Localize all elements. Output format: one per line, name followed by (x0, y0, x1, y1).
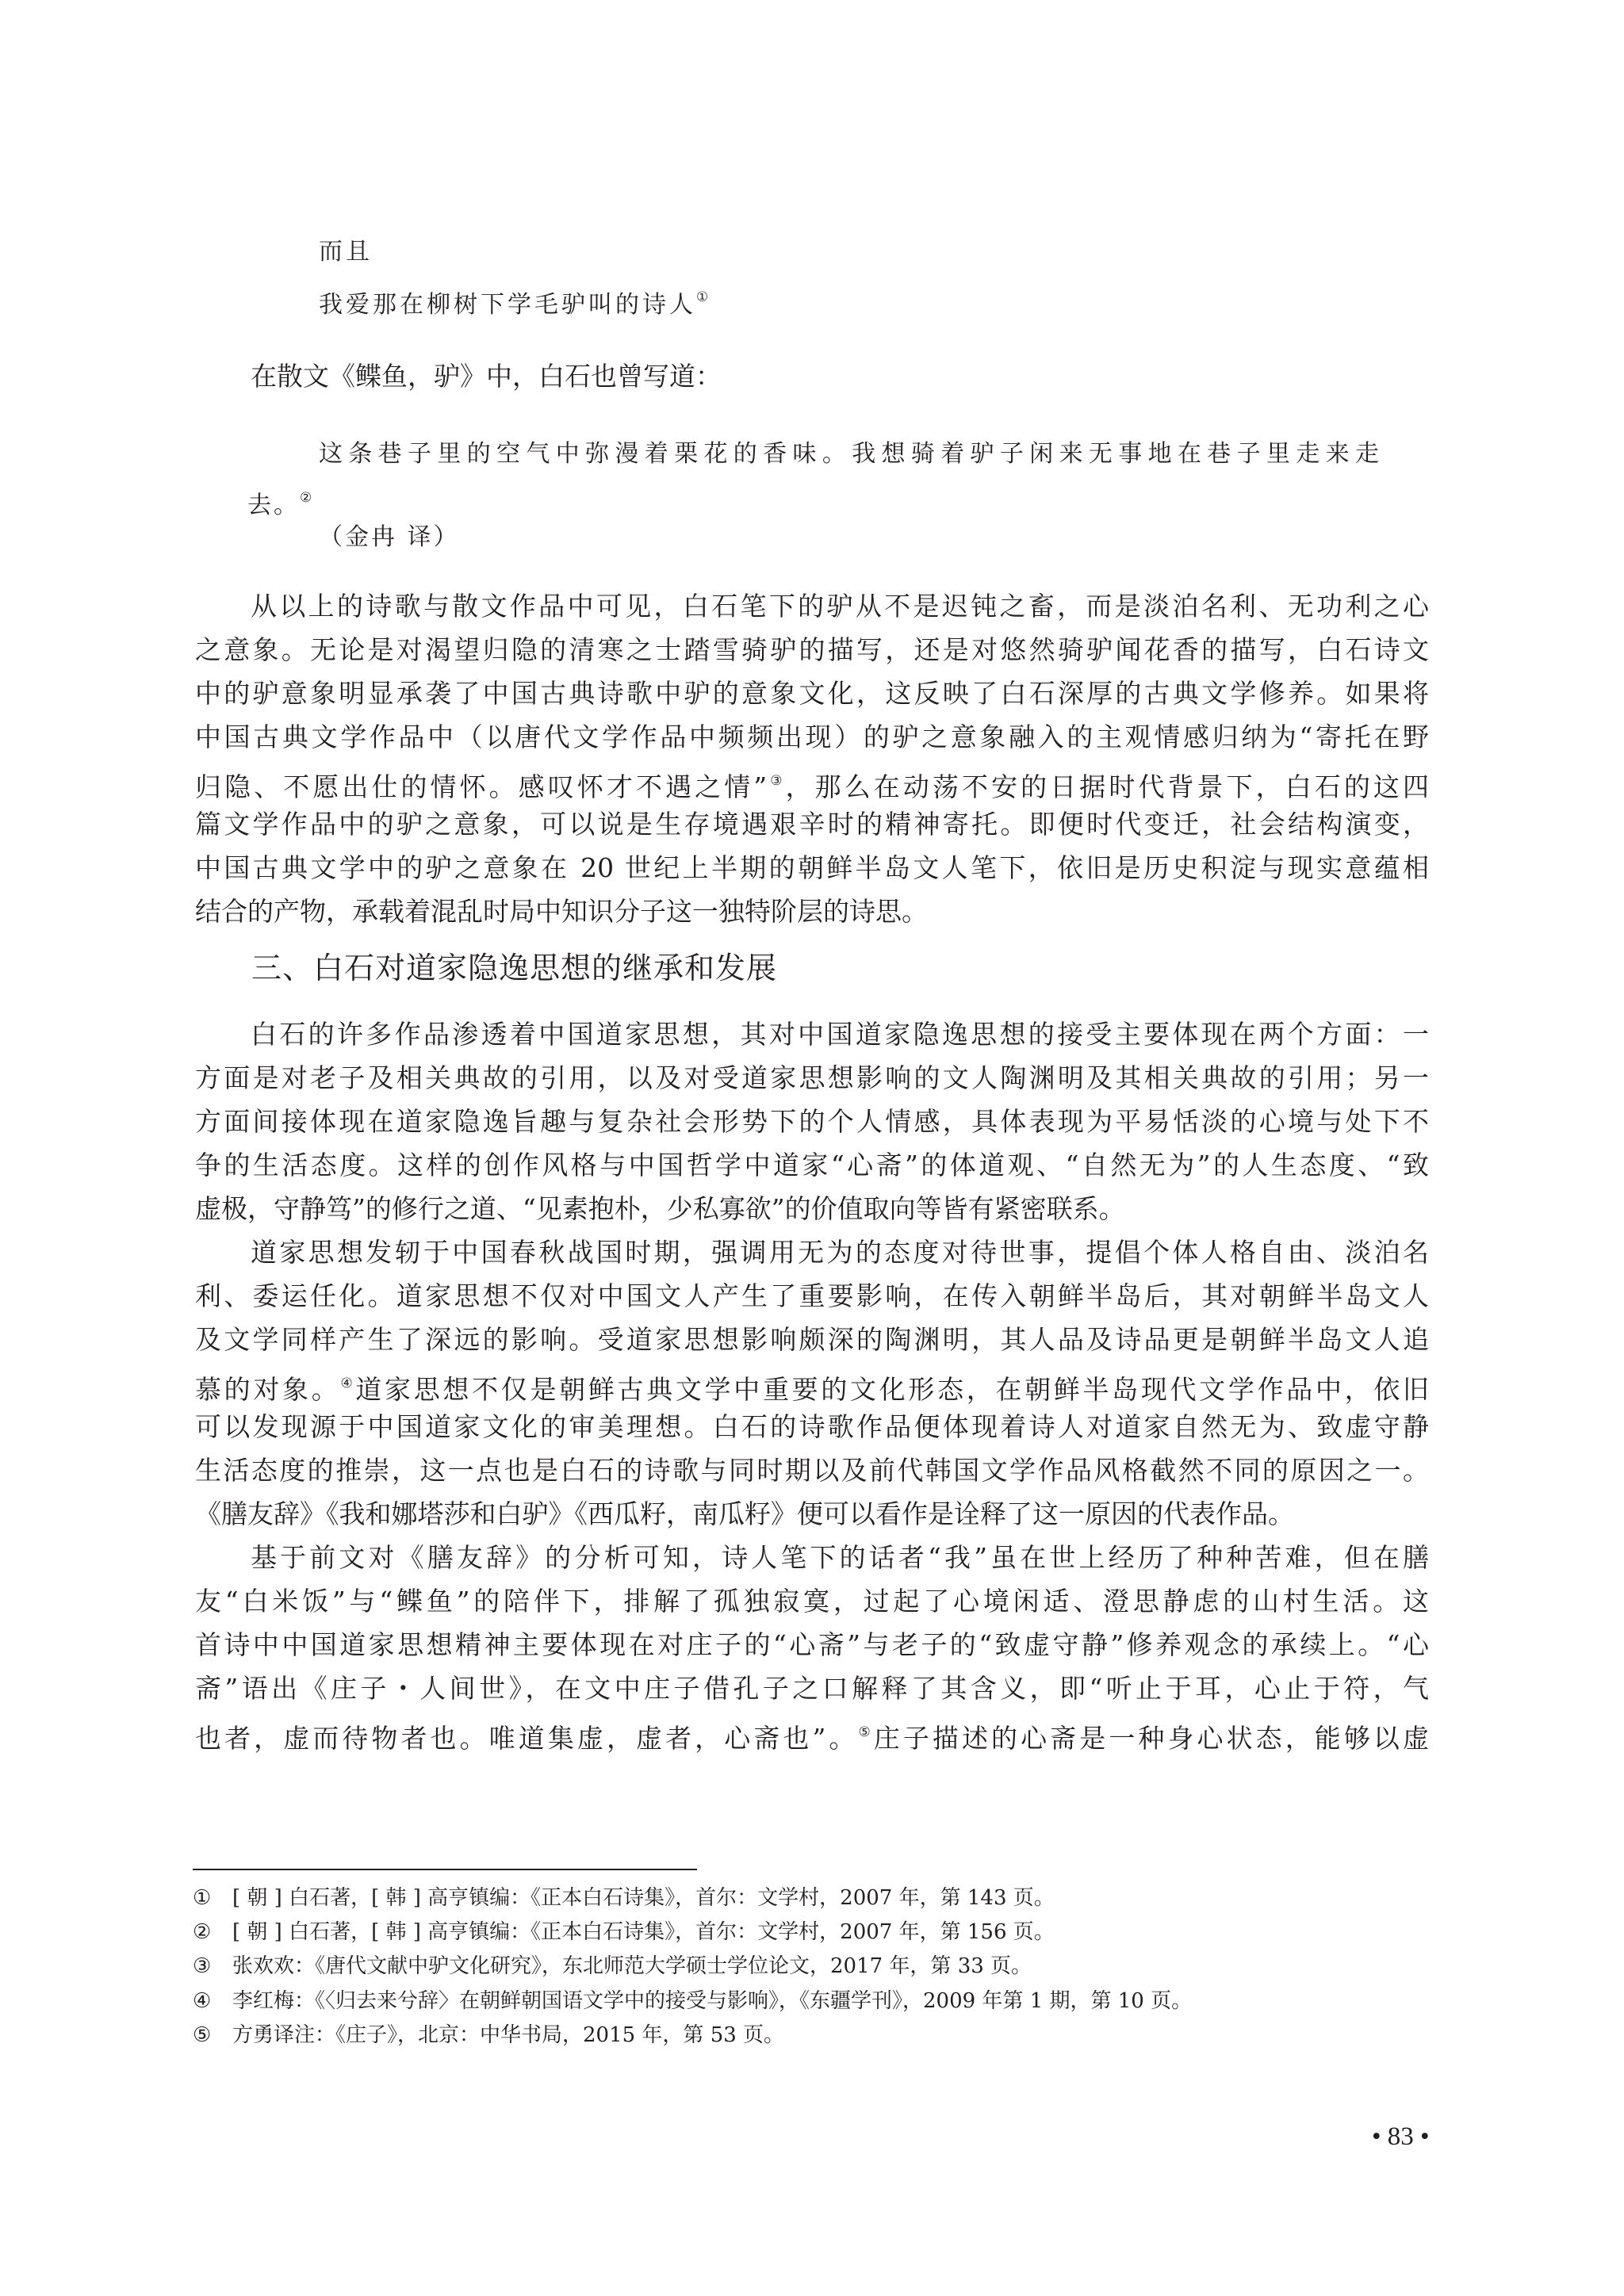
section-heading: 三、白石对道家隐逸思想的继承和发展 (251, 951, 778, 985)
footnote-mark: ① (193, 1886, 212, 1910)
body-line: 斋”语出《庄子・人间世》，在文中庄子借孔子之口解释了其含义，即“听止于耳，心止于符，气 (195, 1673, 1429, 1704)
body-line: 之意象。无论是对渴望归隐的清寒之士踏雪骑驴的描写，还是对悠然骑驴闻花香的描写，白石诗文 (195, 634, 1429, 665)
body-line: 争的生活态度。这样的创作风格与中国哲学中道家“心斋”的体道观、“自然无为”的人生态度、“致 (195, 1150, 1429, 1181)
prose-quote-line: 这条巷子里的空气中弥漫着栗花的香味。我想骑着驴子闲来无事地在巷子里走来走 (319, 440, 1381, 468)
body-line: 道家思想发轫于中国春秋战国时期，强调用无为的态度对待世事，提倡个体人格自由、淡泊名 (251, 1237, 1429, 1268)
body-line: 基于前文对《膳友辞》的分析可知，诗人笔下的话者“我”虽在世上经历了种种苦难，但在膳 (251, 1542, 1429, 1573)
page-number: • 83 • (1372, 2122, 1430, 2151)
body-line: 可以发现源于中国道家文化的审美理想。白石的诗歌作品便体现着诗人对道家自然无为、致虚守静 (195, 1411, 1429, 1442)
body-line: 虚极，守静笃”的修行之道、“见素抱朴，少私寡欲”的价值取向等皆有紧密联系。 (195, 1193, 1125, 1224)
footnote: ⑤ 方勇译注：《庄子》，北京：中华书局，2015 年，第 53 页。 (193, 2023, 785, 2047)
body-line: 生活态度的推崇，这一点也是白石的诗歌与同时期以及前代韩国文学作品风格截然不同的原因之一。 (195, 1455, 1429, 1486)
body-line: 从以上的诗歌与散文作品中可见，白石笔下的驴从不是迟钝之畜，而是淡泊名利、无功利之心 (251, 591, 1429, 622)
body-line: 也者，虚而待物者也。唯道集虚，虚者，心斋也”。⑤庄子描述的心斋是一种身心状态，能够以虚 (195, 1723, 1429, 1754)
footnote: ③ 张欢欢：《唐代文献中驴文化研究》，东北师范大学硕士学位论文，2017 年，第 33 页。 (193, 1954, 1032, 1978)
body-line: 首诗中中国道家思想精神主要体现在对庄子的“心斋”与老子的“致虚守静”修养观念的承续上。“心 (195, 1629, 1429, 1660)
footnote-mark: ④ (193, 1989, 212, 2013)
footnote-ref[interactable]: ① (696, 289, 709, 305)
footnote-mark: ③ (193, 1954, 212, 1978)
body-line: 友“白米饭”与“鲽鱼”的陪伴下，排解了孤独寂寞，过起了心境闲适、澄思静虑的山村生活。这 (195, 1586, 1429, 1617)
poem-line: 我爱那在柳树下学毛驴叫的诗人① (319, 289, 709, 319)
footnote-mark: ② (193, 1920, 212, 1944)
footnote: ④ 李红梅：《〈归去来兮辞〉在朝鲜朝国语文学中的接受与影响》，《东疆学刊》，2009 年第 1 期，第 10 页。 (193, 1989, 1193, 2013)
body-line: 篇文学作品中的驴之意象，可以说是生存境遇艰辛时的精神寄托。即便时代变迁，社会结构演变， (195, 809, 1429, 840)
footnote: ② [ 朝 ] 白石著，[ 韩 ] 高亨镇编：《正本白石诗集》，首尔：文学村，2007 年，第 156 页。 (193, 1920, 1055, 1944)
translator-credit: （金冉 译） (319, 523, 460, 551)
prose-quote-line: 去。② (247, 490, 312, 519)
footnote-divider (193, 1869, 697, 1870)
body-line: 慕的对象。④道家思想不仅是朝鲜古典文学中重要的文化形态，在朝鲜半岛现代文学作品中，依旧 (195, 1374, 1430, 1405)
footnote-ref[interactable]: ③ (767, 773, 786, 789)
body-line: 方面是对老子及相关典故的引用，以及对受道家思想影响的文人陶渊明及其相关典故的引用；另一 (195, 1062, 1429, 1093)
body-line: 中的驴意象明显承袭了中国古典诗歌中驴的意象文化，这反映了白石深厚的古典文学修养。如果将 (195, 678, 1429, 709)
body-line: 及文学同样产生了深远的影响。受道家思想影响颇深的陶渊明，其人品及诗品更是朝鲜半岛文人追 (195, 1324, 1429, 1355)
footnote-ref[interactable]: ② (300, 490, 312, 506)
footnote-ref[interactable]: ⑤ (858, 1724, 874, 1740)
footnote: ① [ 朝 ] 白石著，[ 韩 ] 高亨镇编：《正本白石诗集》，首尔：文学村，2007 年，第 143 页。 (193, 1886, 1055, 1910)
body-line: 白石的许多作品渗透着中国道家思想，其对中国道家隐逸思想的接受主要体现在两个方面：一 (251, 1019, 1429, 1050)
body-line: 利、委运任化。道家思想不仅对中国文人产生了重要影响，在传入朝鲜半岛后，其对朝鲜半岛文人 (195, 1280, 1429, 1311)
body-line: 中国古典文学中的驴之意象在 20 世纪上半期的朝鲜半岛文人笔下，依旧是历史积淀与现实意蕴相 (195, 852, 1429, 883)
footnote-mark: ⑤ (193, 2023, 212, 2047)
body-line: 《膳友辞》《我和娜塔莎和白驴》《西瓜籽，南瓜籽》便可以看作是诠释了这一原因的代表作品。 (195, 1498, 1294, 1529)
footnote-ref[interactable]: ④ (340, 1376, 356, 1391)
body-line: 中国古典文学作品中（以唐代文学作品中频频出现）的驴之意象融入的主观情感归纳为“寄托在野 (195, 721, 1429, 752)
body-line: 方面间接体现在道家隐逸旨趣与复杂社会形势下的个人情感，具体表现为平易恬淡的心境与处下不 (195, 1106, 1429, 1137)
body-line: 结合的产物，承载着混乱时局中知识分子这一独特阶层的诗思。 (195, 896, 928, 927)
body-line: 归隐、不愿出仕的情怀。感叹怀才不遇之情”③，那么在动荡不安的日据时代背景下，白石的这四 (195, 771, 1429, 802)
poem-line: 而且 (319, 238, 373, 266)
intro-sentence: 在散文《鲽鱼，驴》中，白石也曾写道： (251, 361, 722, 392)
